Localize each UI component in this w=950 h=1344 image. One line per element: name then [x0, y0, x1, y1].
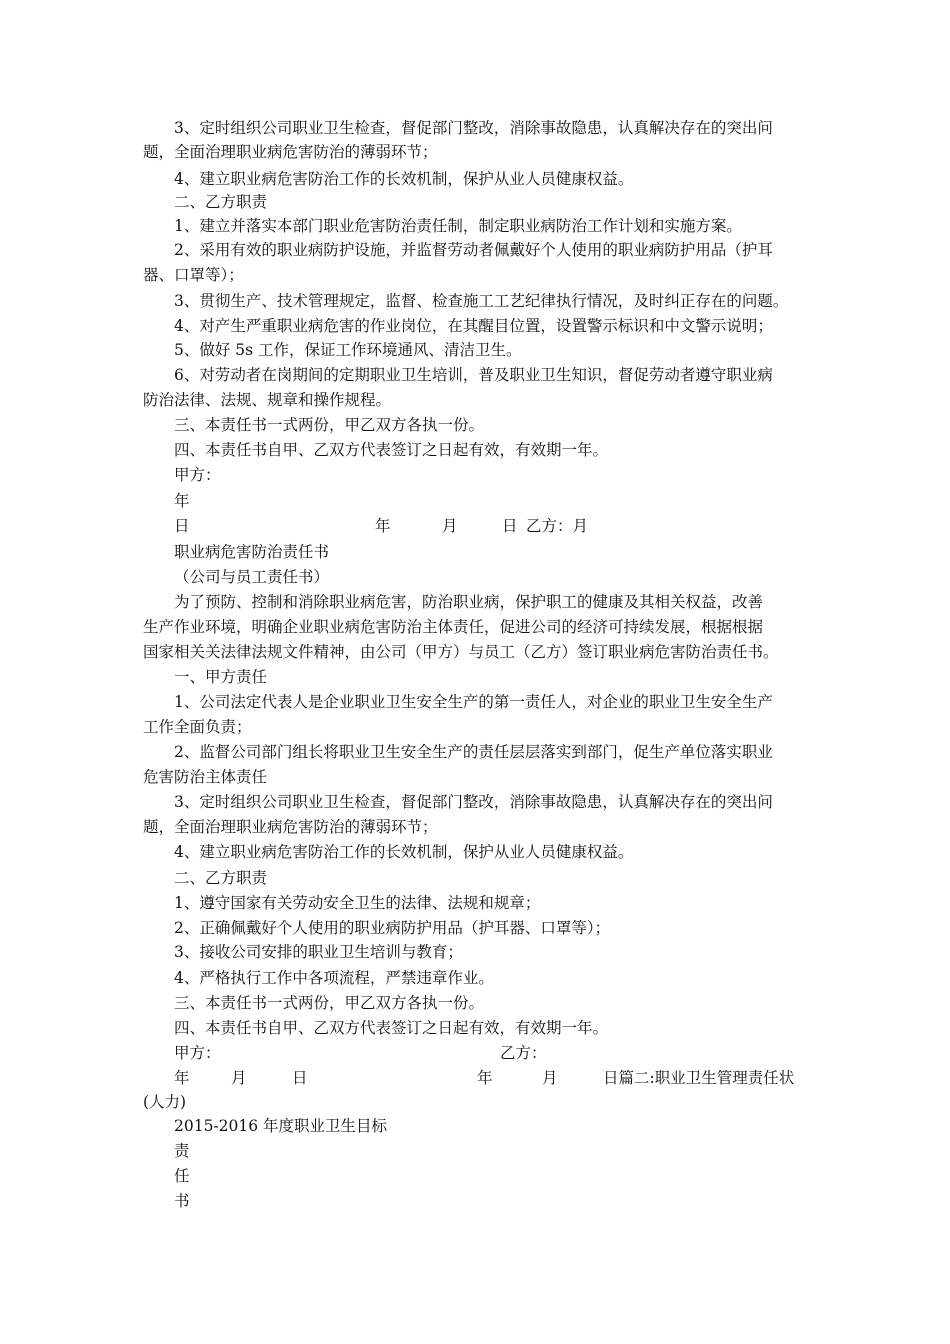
paragraph-line: 6、对劳动者在岗期间的定期职业卫生培训，普及职业卫生知识，督促劳动者遵守职业病 [174, 366, 773, 384]
paragraph-line: 4、建立职业病危害防治工作的长效机制，保护从业人员健康权益。 [174, 843, 634, 861]
date-month: 月 [542, 1069, 558, 1087]
paragraph-line: 国家相关关法律法规文件精神，由公司（甲方）与员工（乙方）签订职业病危害防治责任书。 [143, 643, 779, 661]
paragraph-line: 2、正确佩戴好个人使用的职业病防护用品（护耳器、口罩等）； [174, 919, 611, 937]
title-char: 责 [174, 1142, 190, 1160]
paragraph-line: 工作全面负责； [143, 718, 252, 736]
date-year: 年 [477, 1069, 493, 1087]
document-title: 职业病危害防治责任书 [174, 543, 330, 561]
paragraph-line: 4、严格执行工作中各项流程，严禁违章作业。 [174, 969, 494, 987]
paragraph-line: 1、遵守国家有关劳动安全卫生的法律、法规和规章； [174, 894, 541, 912]
party-b-label: 乙方：月 [526, 517, 589, 535]
date-month: 月 [442, 517, 458, 535]
paragraph-line: 四、本责任书自甲、乙双方代表签订之日起有效，有效期一年。 [174, 1019, 609, 1037]
date-label: 年 [174, 492, 190, 510]
paragraph-line: 生产作业环境，明确企业职业病危害防治主体责任，促进公司的经济可持续发展，根据根据 [143, 618, 764, 636]
paragraph-line: (人力) [143, 1093, 187, 1111]
date-month: 月 [231, 1069, 247, 1087]
paragraph-line: 题，全面治理职业病危害防治的薄弱环节； [143, 818, 438, 836]
date-day: 日 [174, 517, 190, 535]
document-title: 2015-2016 年度职业卫生目标 [174, 1117, 388, 1135]
paragraph-line: 3、定时组织公司职业卫生检查，督促部门整改，消除事故隐患，认真解决存在的突出问 [174, 793, 773, 811]
paragraph-line: 四、本责任书自甲、乙双方代表签订之日起有效，有效期一年。 [174, 441, 609, 459]
paragraph-line: 3、贯彻生产、技术管理规定，监督、检查施工工艺纪律执行情况，及时纠正存在的问题。 [174, 292, 789, 310]
title-char: 书 [174, 1192, 190, 1210]
title-char: 任 [174, 1167, 190, 1185]
paragraph-line: 三、本责任书一式两份，甲乙双方各执一份。 [174, 994, 485, 1012]
party-a-label: 甲方： [174, 1044, 221, 1062]
party-b-label: 乙方： [500, 1044, 547, 1062]
date-year: 年 [174, 1069, 190, 1087]
section-title: 日篇二:职业卫生管理责任状 [603, 1069, 795, 1087]
paragraph-line: 题，全面治理职业病危害防治的薄弱环节； [143, 143, 438, 161]
paragraph-line: 5、做好 5s 工作，保证工作环境通风、清洁卫生。 [174, 341, 522, 359]
paragraph-line: 2、监督公司部门组长将职业卫生安全生产的责任层层落实到部门，促生产单位落实职业 [174, 743, 773, 761]
paragraph-line: 1、建立并落实本部门职业危害防治责任制，制定职业病防治工作计划和实施方案。 [174, 217, 742, 235]
date-year: 年 [375, 517, 391, 535]
section-heading: 二、乙方职责 [174, 869, 268, 887]
paragraph-line: 4、建立职业病危害防治工作的长效机制，保护从业人员健康权益。 [174, 170, 634, 188]
paragraph-line: 2、采用有效的职业病防护设施，并监督劳动者佩戴好个人使用的职业病防护用品（护耳 [174, 241, 773, 259]
paragraph-line: 3、定时组织公司职业卫生检查，督促部门整改，消除事故隐患，认真解决存在的突出问 [174, 119, 773, 137]
date-day: 日 [502, 517, 518, 535]
paragraph-line: 防治法律、法规、规章和操作规程。 [143, 391, 392, 409]
date-day: 日 [292, 1069, 308, 1087]
paragraph-line: 3、接收公司安排的职业卫生培训与教育； [174, 943, 463, 961]
paragraph-line: 危害防治主体责任 [143, 768, 268, 786]
paragraph-line: 4、对产生严重职业病危害的作业岗位，在其醒目位置，设置警示标识和中文警示说明； [174, 317, 773, 335]
paragraph-line: 1、公司法定代表人是企业职业卫生安全生产的第一责任人，对企业的职业卫生安全生产 [174, 693, 773, 711]
paragraph-line: 三、本责任书一式两份，甲乙双方各执一份。 [174, 416, 485, 434]
signature-label: 甲方： [174, 466, 221, 484]
document-subtitle: （公司与员工责任书） [174, 568, 330, 586]
section-heading: 二、乙方职责 [174, 193, 268, 211]
paragraph-line: 为了预防、控制和消除职业病危害，防治职业病，保护职工的健康及其相关权益，改善 [174, 593, 764, 611]
paragraph-line: 器、口罩等）； [143, 266, 244, 284]
section-heading: 一、甲方责任 [174, 668, 268, 686]
